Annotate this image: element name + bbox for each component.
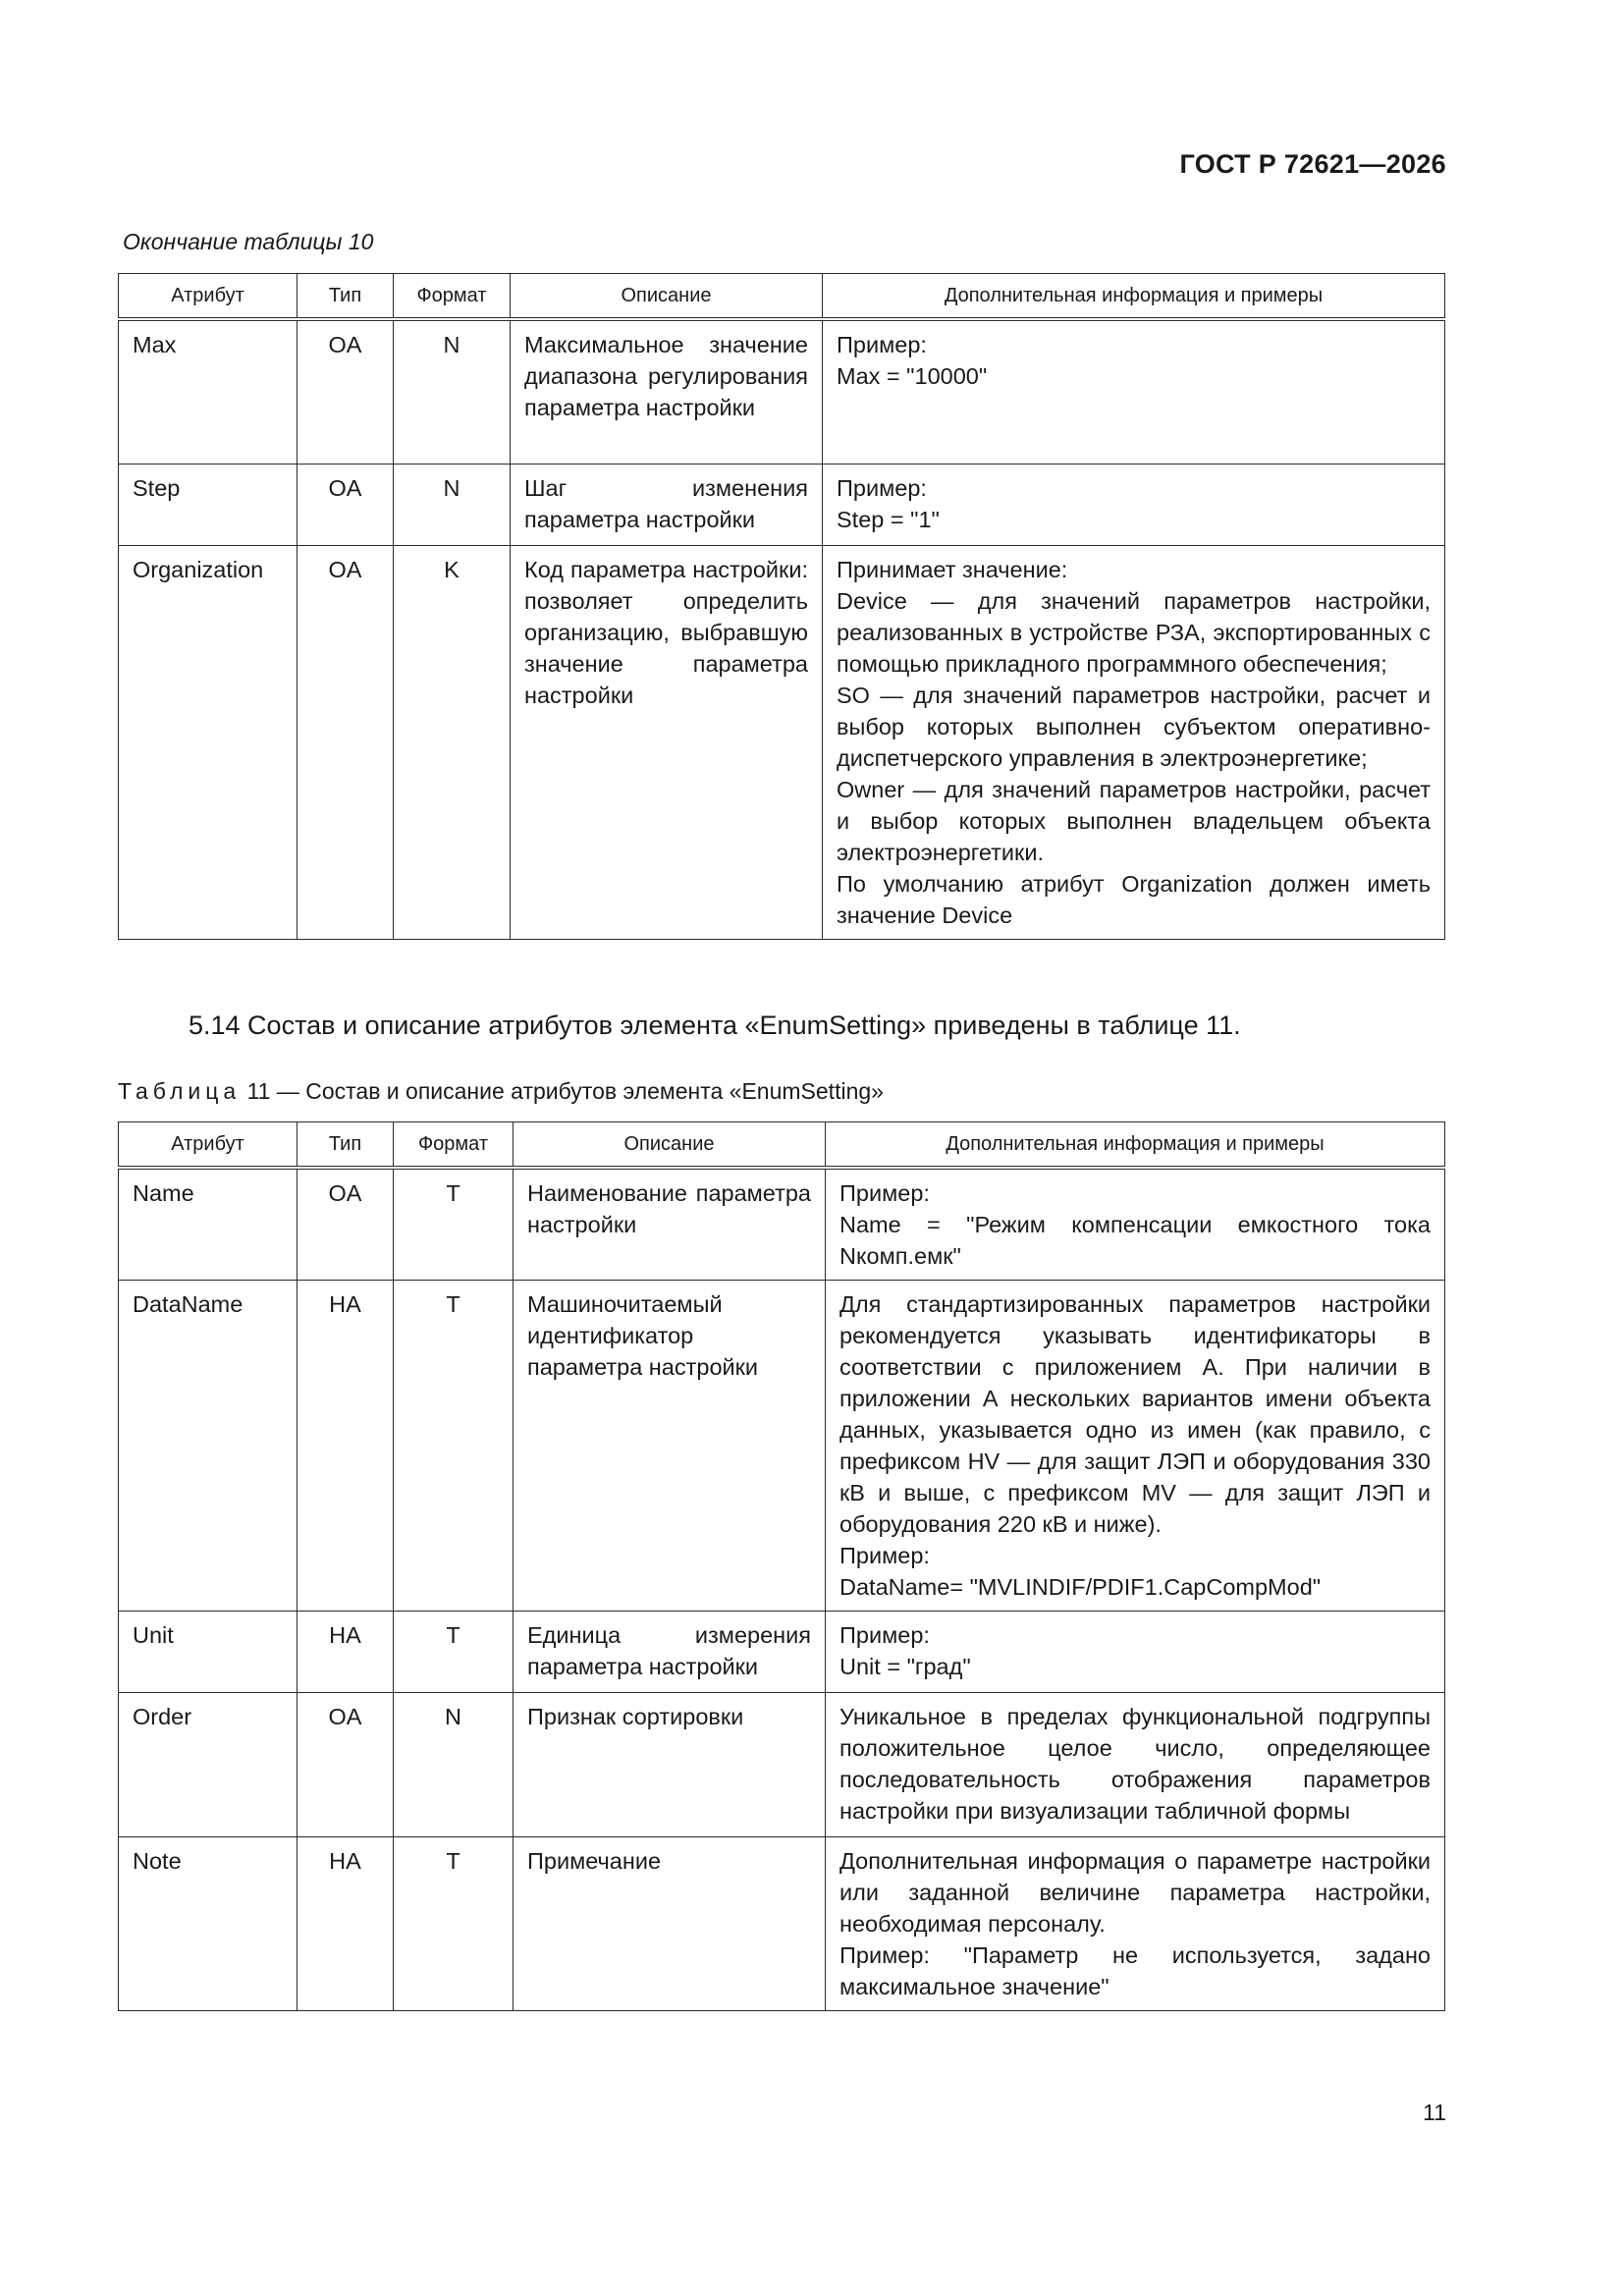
column-header-format: Формат [394,1122,514,1169]
info-line: Принимает значение: [837,556,1068,582]
cell-info [826,1837,1445,2011]
table-row [119,1693,1445,1837]
column-header-type: Тип [298,274,394,320]
cell-type: OA [298,1693,394,1837]
column-header-description: Описание [511,274,823,320]
column-header-type: Тип [298,1122,394,1169]
info-line: DataName= "MVLINDIF/PDIF1.CapCompMod" [839,1574,1322,1600]
info-line: Device — для значений параметров настройки, реализованных в устройстве РЗА, экспортированных с помощью прикладного программного обеспечения; [837,587,1431,677]
table-caption-word: Таблица [118,1078,242,1104]
table-row [119,1168,1445,1281]
cell-description: Шаг изменения параметра настройки [511,464,823,545]
cell-description: Код параметра настройки: позволяет определить организацию, выбравшую значение параметра настройки [511,545,823,939]
table-row [119,1612,1445,1693]
info-line: SO — для значений параметров настройки, расчет и выбор которых выполнен субъектом оперативно-диспетчерского управления в электроэнергетике; [837,682,1431,771]
cell-info [823,464,1445,545]
column-header-additional-info: Дополнительная информация и примеры [826,1122,1445,1169]
cell-attribute: Step [119,464,298,545]
cell-attribute: Name [119,1168,298,1281]
cell-info [823,545,1445,939]
cell-type: НА [298,1837,394,2011]
cell-type: OA [298,545,394,939]
cell-format: T [394,1168,514,1281]
column-header-format: Формат [394,274,511,320]
cell-description: Максимальное значение диапазона регулирования параметра настройки [511,319,823,464]
table-header-row [119,1122,1445,1169]
info-line: Name = "Режим компенсации емкостного тока Nкомп.емк" [839,1212,1431,1269]
cell-type: OA [298,1168,394,1281]
info-line: Step = "1" [837,506,940,532]
table-11 [118,1121,1445,2011]
column-header-description: Описание [514,1122,826,1169]
info-line: Пример: [837,474,927,501]
cell-attribute: Max [119,319,298,464]
cell-attribute: Note [119,1837,298,2011]
cell-format: T [394,1612,514,1693]
cell-type: OA [298,319,394,464]
cell-info [826,1612,1445,1693]
table-11-caption [118,1078,884,1105]
info-line: Max = "10000" [837,363,988,389]
column-header-attribute: Атрибут [119,1122,298,1169]
table-10 [118,273,1445,940]
cell-description: Единица измерения параметра настройки [514,1612,826,1693]
cell-type: OA [298,464,394,545]
cell-attribute: DataName [119,1281,298,1612]
cell-format: T [394,1281,514,1612]
cell-format: T [394,1837,514,2011]
info-line: Unit = "град" [839,1654,971,1679]
cell-info [826,1281,1445,1612]
table-row [119,319,1445,464]
info-line: Owner — для значений параметров настройки, расчет и выбор которых выполнен владельцем объекта электроэнергетики. [837,776,1431,865]
cell-format: N [394,1693,514,1837]
info-line: Пример: [839,1622,930,1648]
cell-type: НА [298,1612,394,1693]
table-row [119,464,1445,545]
document-code: ГОСТ Р 72621—2026 [1179,149,1446,179]
column-header-attribute: Атрибут [119,274,298,320]
cell-description: Примечание [514,1837,826,2011]
column-header-additional-info: Дополнительная информация и примеры [823,274,1445,320]
cell-attribute: Order [119,1693,298,1837]
cell-attribute: Organization [119,545,298,939]
cell-format: K [394,545,511,939]
info-line: Пример: "Параметр не используется, задано максимальное значение" [839,1942,1431,1999]
info-line: По умолчанию атрибут Organization должен иметь значение Device [837,870,1431,928]
cell-description: Наименование параметра настройки [514,1168,826,1281]
section-paragraph: 5.14 Состав и описание атрибутов элемента «EnumSetting» приведены в таблице 11. [189,1011,1241,1040]
table-header-row [119,274,1445,320]
table-10-continuation-caption: Окончание таблицы 10 [123,229,374,254]
cell-description: Признак сортировки [514,1693,826,1837]
cell-format: N [394,464,511,545]
info-line: Пример: [839,1543,930,1568]
info-line: Дополнительная информация о параметре настройки или заданной величине параметра настройки, необходимая персоналу. [839,1848,1431,1937]
table-row [119,545,1445,939]
cell-info [823,319,1445,464]
cell-type: НА [298,1281,394,1612]
table-row [119,1281,1445,1612]
info-line: Пример: [837,332,927,357]
cell-info [826,1168,1445,1281]
page-number: 11 [1423,2100,1446,2125]
cell-format: N [394,319,511,464]
table-row [119,1837,1445,2011]
info-line: Для стандартизированных параметров настройки рекомендуется указывать идентификаторы в соответствии с приложением А. При наличии в приложении А нескольких вариантов имени объекта данных, указывается одно из имен (как правило, с префиксом HV — для защит ЛЭП и оборудования 330 кВ и выше, с префиксом MV — для защит ЛЭП и оборудования 220 кВ и ниже). [839,1291,1431,1537]
cell-attribute: Unit [119,1612,298,1693]
info-line: Пример: [839,1180,930,1206]
cell-description: Машиночитаемый идентификатор параметра настройки [514,1281,826,1612]
cell-info [826,1693,1445,1837]
table-caption-title: 11 — Состав и описание атрибутов элемента «EnumSetting» [246,1078,884,1104]
info-line: Уникальное в пределах функциональной подгруппы положительное целое число, определяющее последовательность отображения параметров настройки при визуализации табличной формы [839,1704,1431,1824]
